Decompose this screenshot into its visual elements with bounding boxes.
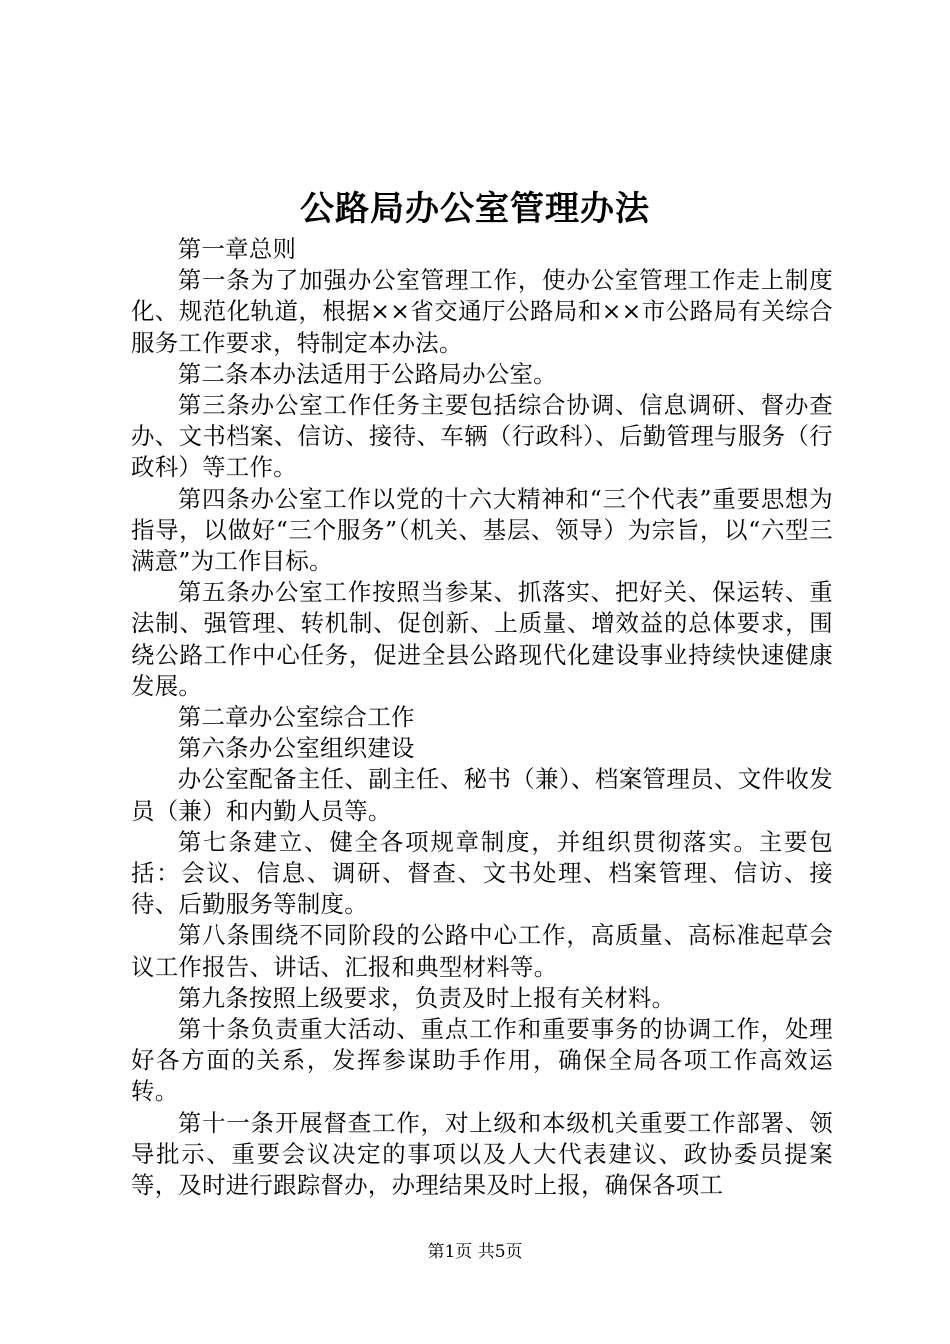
article-paragraph: 第一条为了加强办公室管理工作，使办公室管理工作走上制度化、规范化轨道，根据××省交通厅公路局和××市公路局有关综合服务工作要求，特制定本办法。 <box>131 266 833 357</box>
article-paragraph: 第三条办公室工作任务主要包括综合协调、信息调研、督办查办、文书档案、信访、接待、车辆（行政科）、后勤管理与服务（行政科）等工作。 <box>131 391 833 482</box>
article-paragraph: 第六条办公室组织建设 <box>177 734 415 763</box>
chapter-heading: 第二章办公室综合工作 <box>177 703 415 732</box>
article-paragraph: 第二条本办法适用于公路局办公室。 <box>177 359 557 388</box>
document-title: 公路局办公室管理办法 <box>300 189 650 229</box>
article-paragraph: 第八条围绕不同阶段的公路中心工作，高质量、高标准起草会议工作报告、讲话、汇报和典型材料等。 <box>131 921 833 981</box>
page-number-footer: 第1页 共5页 <box>427 1242 523 1262</box>
article-paragraph: 办公室配备主任、副主任、秘书（兼）、档案管理员、文件收发员（兼）和内勤人员等。 <box>131 765 833 825</box>
article-paragraph: 第四条办公室工作以党的十六大精神和“三个代表”重要思想为指导，以做好“三个服务”（机关、基层、领导）为宗旨，以“六型三满意”为工作目标。 <box>131 484 833 576</box>
chapter-heading: 第一章总则 <box>177 235 297 263</box>
article-paragraph: 第十一条开展督查工作，对上级和本级机关重要工作部署、领导批示、重要会议决定的事项以及人大代表建议、政协委员提案等，及时进行跟踪督办，办理结果及时上报，确保各项工 <box>131 1108 833 1200</box>
article-paragraph: 第九条按照上级要求，负责及时上报有关材料。 <box>177 983 676 1012</box>
article-paragraph: 第五条办公室工作按照当参某、抓落实、把好关、保运转、重法制、强管理、转机制、促创新、上质量、增效益的总体要求，围绕公路工作中心任务，促进全县公路现代化建设事业持续快速健康发展。 <box>131 578 833 700</box>
document-body <box>131 234 833 1201</box>
article-paragraph: 第七条建立、健全各项规章制度，并组织贯彻落实。主要包括：会议、信息、调研、督查、文书处理、档案管理、信访、接待、后勤服务等制度。 <box>131 827 833 919</box>
article-paragraph: 第十条负责重大活动、重点工作和重要事务的协调工作，处理好各方面的关系，发挥参谋助手作用，确保全局各项工作高效运转。 <box>131 1015 833 1106</box>
